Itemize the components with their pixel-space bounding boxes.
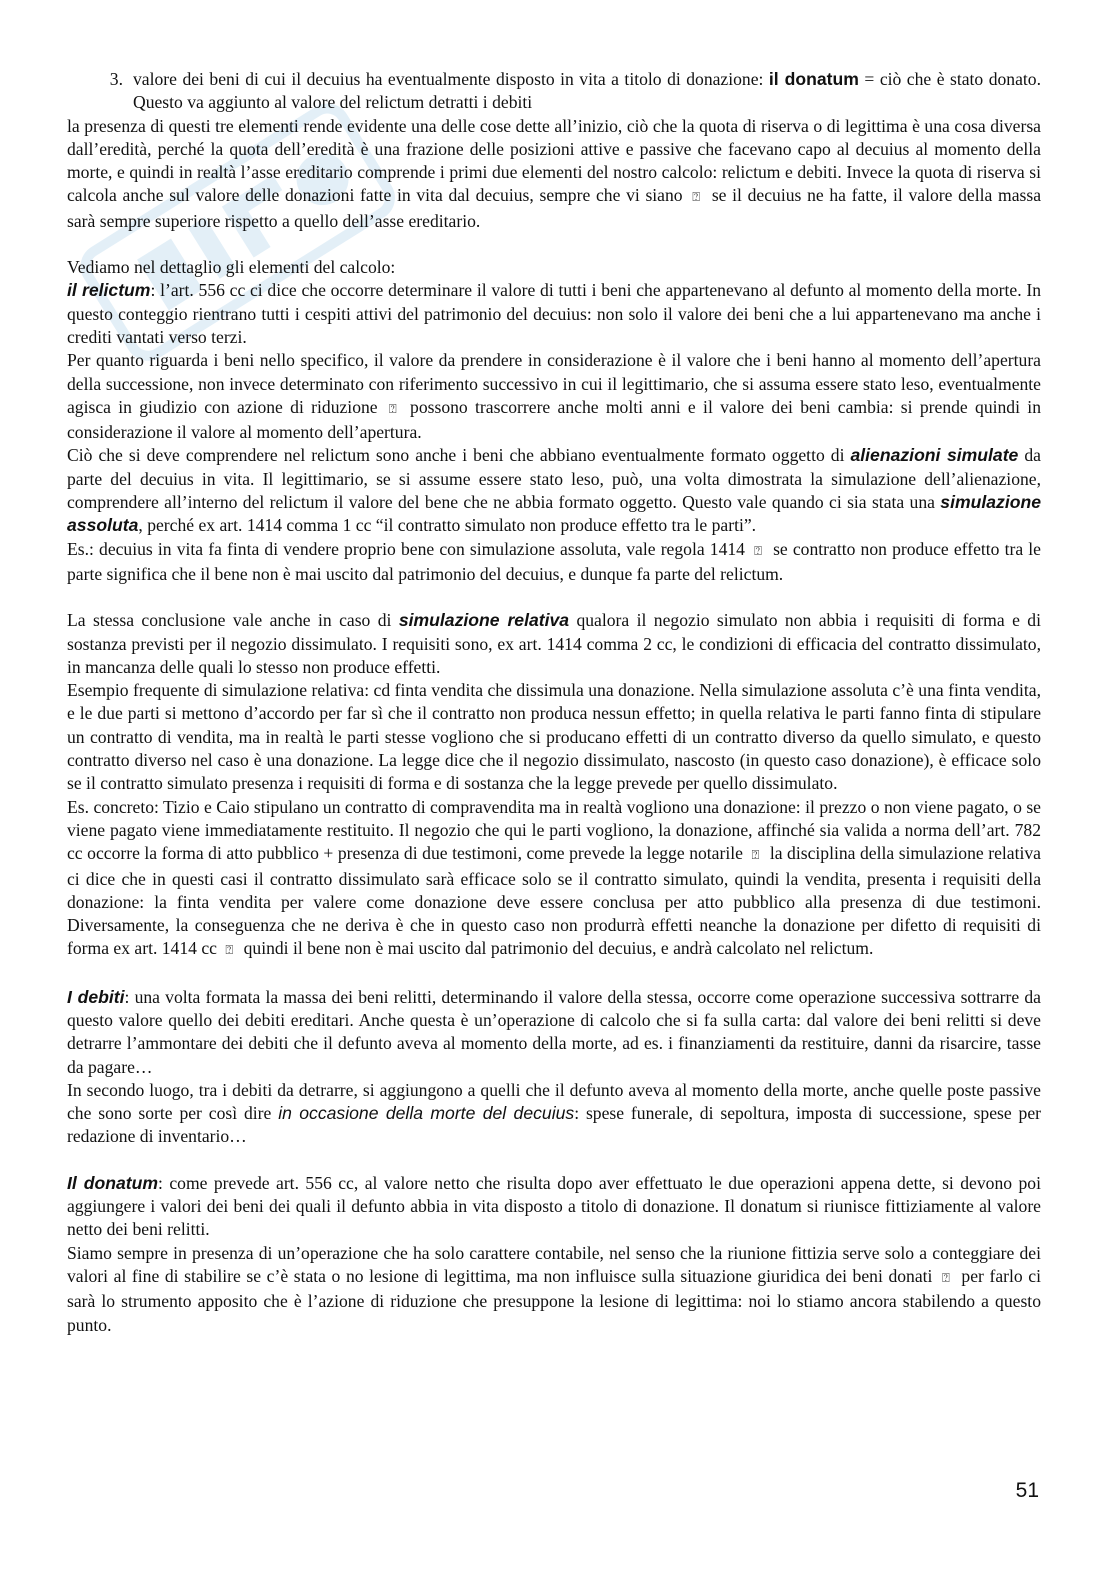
arrow-icon: ⍰ bbox=[388, 401, 397, 417]
numbered-item-3 bbox=[67, 68, 1041, 115]
paragraph: Per quanto riguarda i beni nello specifico, il valore da prendere in considerazione è il valore che i beni hanno al momento dell’apertura della successione, non invece determinato con riferimento successivo in cui il legittimario, che si assuma essere stato leso, eventualmente agisca in giudizio con azione di riduzione ⍰ possono trascorrere anche molti anni e il valore dei beni cambia: si prende quindi in considerazione il valore al momento dell’apertura. bbox=[67, 350, 1041, 443]
paragraph: Ciò che si deve comprendere nel relictum sono anche i beni che abbiano eventualmente formato oggetto di alienazioni simulate da parte del decuius in vita. Il legittimario, se si assume essere stato leso, può, una volta dimostrata la simulazione dell’alienazione, comprendere all’interno del relictum il valore del bene che ne abbia formato oggetto. Questo vale quando ci sia stata una simulazione assoluta, perché ex art. 1414 comma 1 cc “il contratto simulato non produce effetto tra le parti”. bbox=[67, 445, 1041, 536]
arrow-icon: ⍰ bbox=[942, 1270, 950, 1286]
paragraph: In secondo luogo, tra i debiti da detrarre, si aggiungono a quelli che il defunto aveva al momento della morte, anche quelle poste passive che sono sorte per così dire in occasione della morte del decuius: spese funerale, di sepoltura, imposta di successione, spese per redazione di inventario… bbox=[67, 1079, 1042, 1147]
arrow-icon: ⍰ bbox=[751, 848, 760, 864]
paragraph: la presenza di questi tre elementi rende evidente una delle cose dette all’inizio, ciò che la quota di riserva o di legittima è una cosa diversa dall’eredità, perché la quota dell’eredità è una frazione delle posizioni attive e passive che facevano capo al decuius al momento della morte, e quindi in realtà l’asse ereditario comprende i primi due elementi del nostro calcolo: relictum e debiti. Invece la quota di riserva si calcola anche sul valore delle donazioni fatte in vita dal decuius, sempre che vi siano ⍰ se il decuius ne ha fatte, il valore della massa sarà sempre superiore rispetto a quello dell’asse ereditario. bbox=[67, 115, 1042, 231]
page-number: 51 bbox=[1015, 1479, 1039, 1502]
paragraph: Siamo sempre in presenza di un’operazione che ha solo carattere contabile, nel senso che la riunione fittizia serve solo a conteggiare dei valori al fine di stabilire se c’è stata o no lesione di legittima, ma non influisce sulla situazione giuridica dei beni donati ⍰ per farlo ci sarà lo strumento apposito che è l’azione di riduzione che presuppone la lesione di legittima: noi lo stiamo ancora stabilendo a questo punto. bbox=[67, 1242, 1041, 1335]
arrow-icon: ⍰ bbox=[225, 943, 234, 959]
term-debiti: I debiti bbox=[67, 986, 125, 1007]
term-donatum: il donatum bbox=[768, 69, 859, 89]
arrow-icon: ⍰ bbox=[692, 190, 701, 206]
term-donatum-heading: Il donatum bbox=[67, 1172, 158, 1193]
arrow-icon: ⍰ bbox=[754, 543, 762, 559]
term-relictum: il relictum bbox=[67, 280, 151, 301]
item-text: valore dei beni di cui il decuius ha eventualmente disposto in vita a titolo di donazione: il donatum = ciò che è stato donato. Questo va aggiunto al valore del relictum detratti i debiti bbox=[133, 69, 1041, 113]
intro-line: Vediamo nel dettaglio gli elementi del calcolo: bbox=[67, 257, 396, 278]
term-alienazioni-simulate: alienazioni simulate bbox=[850, 445, 1019, 466]
paragraph: La stessa conclusione vale anche in caso di simulazione relativa qualora il negozio simulato non abbia i requisiti di forma e di sostanza previsti per il negozio dissimulato. I requisiti sono, ex art. 1414 comma 2 cc, le condizioni di efficacia del contratto dissimulato, in mancanza delle quali lo stesso non produce effetti. bbox=[67, 610, 1041, 677]
paragraph-relictum: il relictum: l’art. 556 cc ci dice che occorre determinare il valore di tutti i beni che appartenevano al defunto al momento della morte. In questo conteggio rientrano tutti i cespiti attivi del patrimonio del decuius: non solo il valore dei beni che a lui appartenevano ma anche i crediti vantati verso terzi. bbox=[67, 280, 1041, 347]
document-page bbox=[67, 68, 1041, 1337]
term-occasione-morte: in occasione della morte del decuius bbox=[278, 1103, 575, 1124]
item-number: 3. bbox=[109, 69, 123, 89]
paragraph: Es. concreto: Tizio e Caio stipulano un contratto di compravendita ma in realtà vogliono una donazione: il prezzo o non viene pagato, o se viene pagato viene immediatamente restituito. Il negozio che qui le parti vogliono, la donazione, affinché sia valida a norma dell’art. 782 cc occorre la forma di atto pubblico + presenza di due testimoni, come prevede la legge notarile ⍰ la disciplina della simulazione relativa ci dice che in questi casi il contratto dissimulato sarà efficace solo se il contratto simulato, quindi la vendita, presenta i requisiti della donazione: la finta vendita per valere come donazione deve essere conclusa per atto pubblico alla presenza di due testimoni. Diversamente, la conseguenza che ne deriva è che in questo caso non produrrà effetti neanche la donazione per difetto di requisiti di forma ex art. 1414 cc ⍰ quindi il bene non è mai uscito dal patrimonio del decuius, e andrà calcolato nel relictum. bbox=[67, 796, 1041, 963]
paragraph: Es.: decuius in vita fa finta di vendere proprio bene con simulazione assoluta, vale regola 1414 ⍰ se contratto non produce effetto tra le parte significa che il bene non è mai uscito dal patrimonio del decuius, e dunque fa parte del relictum. bbox=[67, 538, 1041, 584]
paragraph-debiti: I debiti: una volta formata la massa dei beni relitti, determinando il valore della stessa, occorre come operazione successiva sottrarre da questo valore quello dei debiti ereditari. Anche questa è un’operazione di calcolo che si fa sulla carta: dal valore dei beni relitti si deve detrarre l’ammontare dei debiti che il defunto aveva al momento della morte, ad es. i finanziamenti da restituire, danni da risarcire, tasse da pagare… bbox=[67, 986, 1041, 1077]
term-simulazione-assoluta: simulazione assoluta bbox=[67, 492, 1041, 536]
term-simulazione-relativa: simulazione relativa bbox=[398, 610, 570, 631]
paragraph: Esempio frequente di simulazione relativa: cd finta vendita che dissimula una donazione. Nella simulazione assoluta c’è una finta vendita, e le due parti si mettono d’accordo per far sì che il contratto non produca nessun effetto; in quella relativa le parti fanno finta di stipulare un contratto di vendita, ma in realtà le parti stesse vogliono che si producano effetti di un contratto diverso da quello simulato, e questo contratto diverso nel caso è una donazione. La legge dice che il negozio dissimulato, nascosto (in questo caso donazione), è efficace solo se il contratto simulato presenza i requisiti di forma e di sostanza che la legge prevede per quello dissimulato. bbox=[67, 680, 1041, 794]
paragraph-donatum: Il donatum: come prevede art. 556 cc, al valore netto che risulta dopo aver effettuato le due operazioni appena dette, si devono poi aggiungere i valori dei beni dei quali il defunto abbia in vita disposto a titolo di donazione. Il donatum si riunisce fittiziamente al valore netto dei beni relitti. bbox=[67, 1172, 1041, 1240]
